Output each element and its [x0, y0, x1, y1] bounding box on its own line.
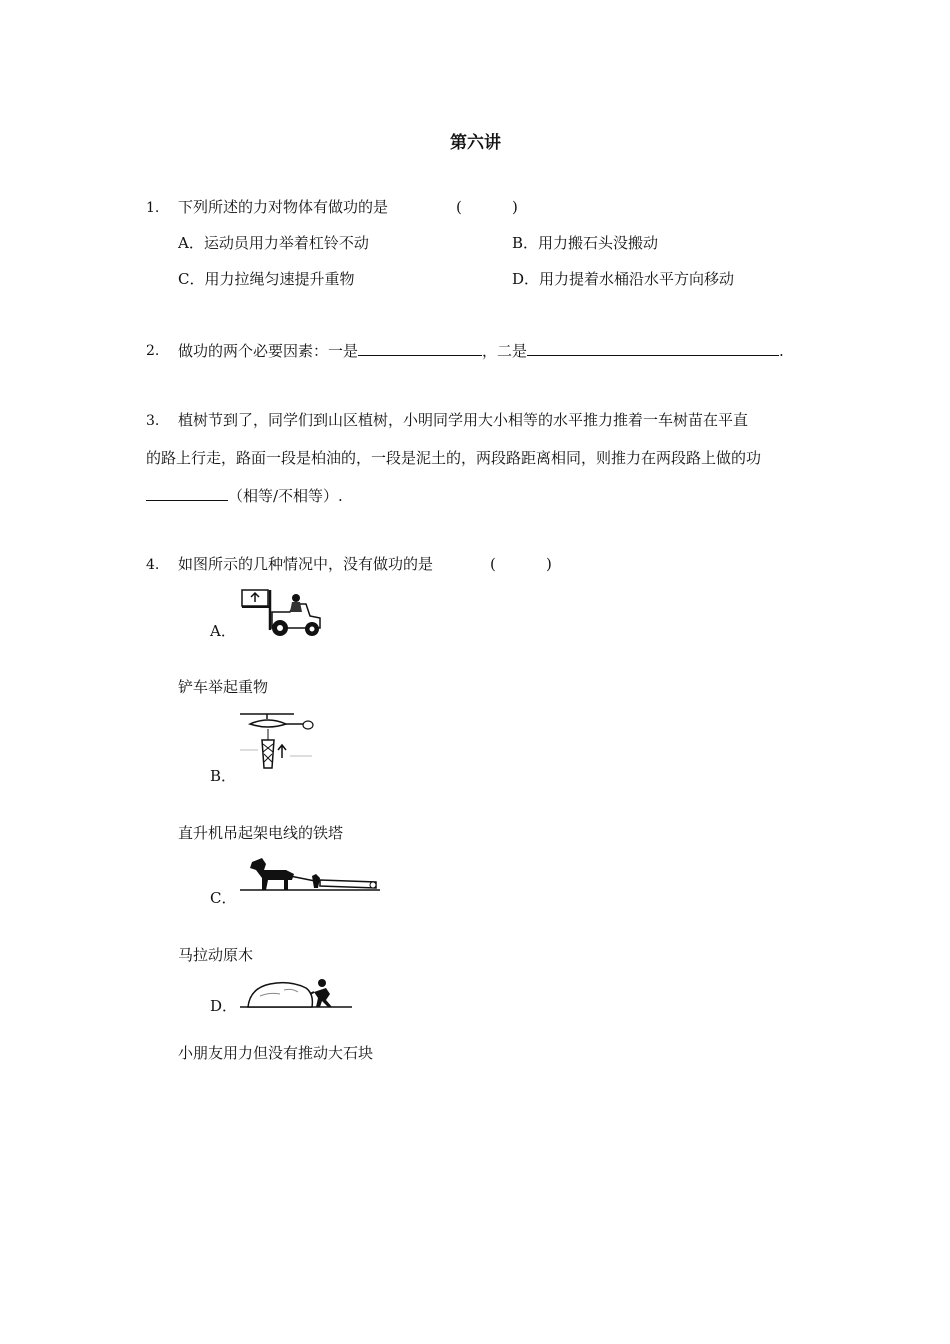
q3-number: 3.	[146, 413, 160, 429]
q4-option-a-caption: 铲车举起重物	[178, 678, 269, 696]
q1-option-a: A．运动员用力举着杠铃不动	[178, 234, 369, 252]
q2-number: 2.	[146, 343, 160, 359]
q1-option-b: B．用力搬石头没搬动	[512, 234, 659, 252]
q4-option-d-caption: 小朋友用力但没有推动大石块	[178, 1044, 374, 1062]
q4-option-b-caption: 直升机吊起架电线的铁塔	[178, 824, 344, 842]
q1-paren-close: )	[512, 198, 518, 216]
q3-line3-text: （相等/不相等）.	[228, 487, 343, 505]
q4-option-a-letter: A．	[210, 622, 236, 640]
q4-stem: 如图所示的几种情况中，没有做功的是	[178, 555, 434, 573]
q1-paren-open: (	[456, 198, 462, 216]
q1-option-d: D．用力提着水桶沿水平方向移动	[512, 270, 735, 288]
q2-end: .	[779, 342, 784, 360]
q4-option-c-caption: 马拉动原木	[178, 946, 254, 964]
q3-blank[interactable]	[146, 486, 228, 501]
boulder-image	[240, 976, 352, 1010]
q2-line	[178, 341, 784, 360]
q2-blank-1[interactable]	[358, 341, 482, 356]
q2-part1: 做功的两个必要因素：一是	[178, 342, 359, 360]
q4-option-b-letter: B．	[210, 767, 237, 785]
q3-line3	[146, 486, 343, 505]
q4-option-d-letter: D．	[210, 997, 238, 1015]
horse-image	[240, 856, 380, 904]
q4-option-c-letter: C．	[210, 889, 237, 907]
forklift-image	[240, 588, 326, 638]
q2-blank-2[interactable]	[527, 341, 779, 356]
q4-paren-open: (	[490, 555, 496, 573]
page-title: 第六讲	[450, 133, 501, 153]
q1-number: 1.	[146, 200, 160, 216]
q4-paren-close: )	[546, 555, 552, 573]
helicopter-image	[238, 710, 314, 780]
q1-stem: 下列所述的力对物体有做功的是	[178, 198, 389, 216]
q2-part2: ，二是	[482, 342, 528, 360]
q1-option-c: C．用力拉绳匀速提升重物	[178, 270, 355, 288]
q3-line2: 的路上行走，路面一段是柏油的，一段是泥土的，两段路距离相同，则推力在两段路上做的功	[146, 449, 762, 467]
q3-line1: 植树节到了，同学们到山区植树，小明同学用大小相等的水平推力推着一车树苗在平直	[178, 411, 749, 429]
q4-number: 4.	[146, 557, 160, 573]
